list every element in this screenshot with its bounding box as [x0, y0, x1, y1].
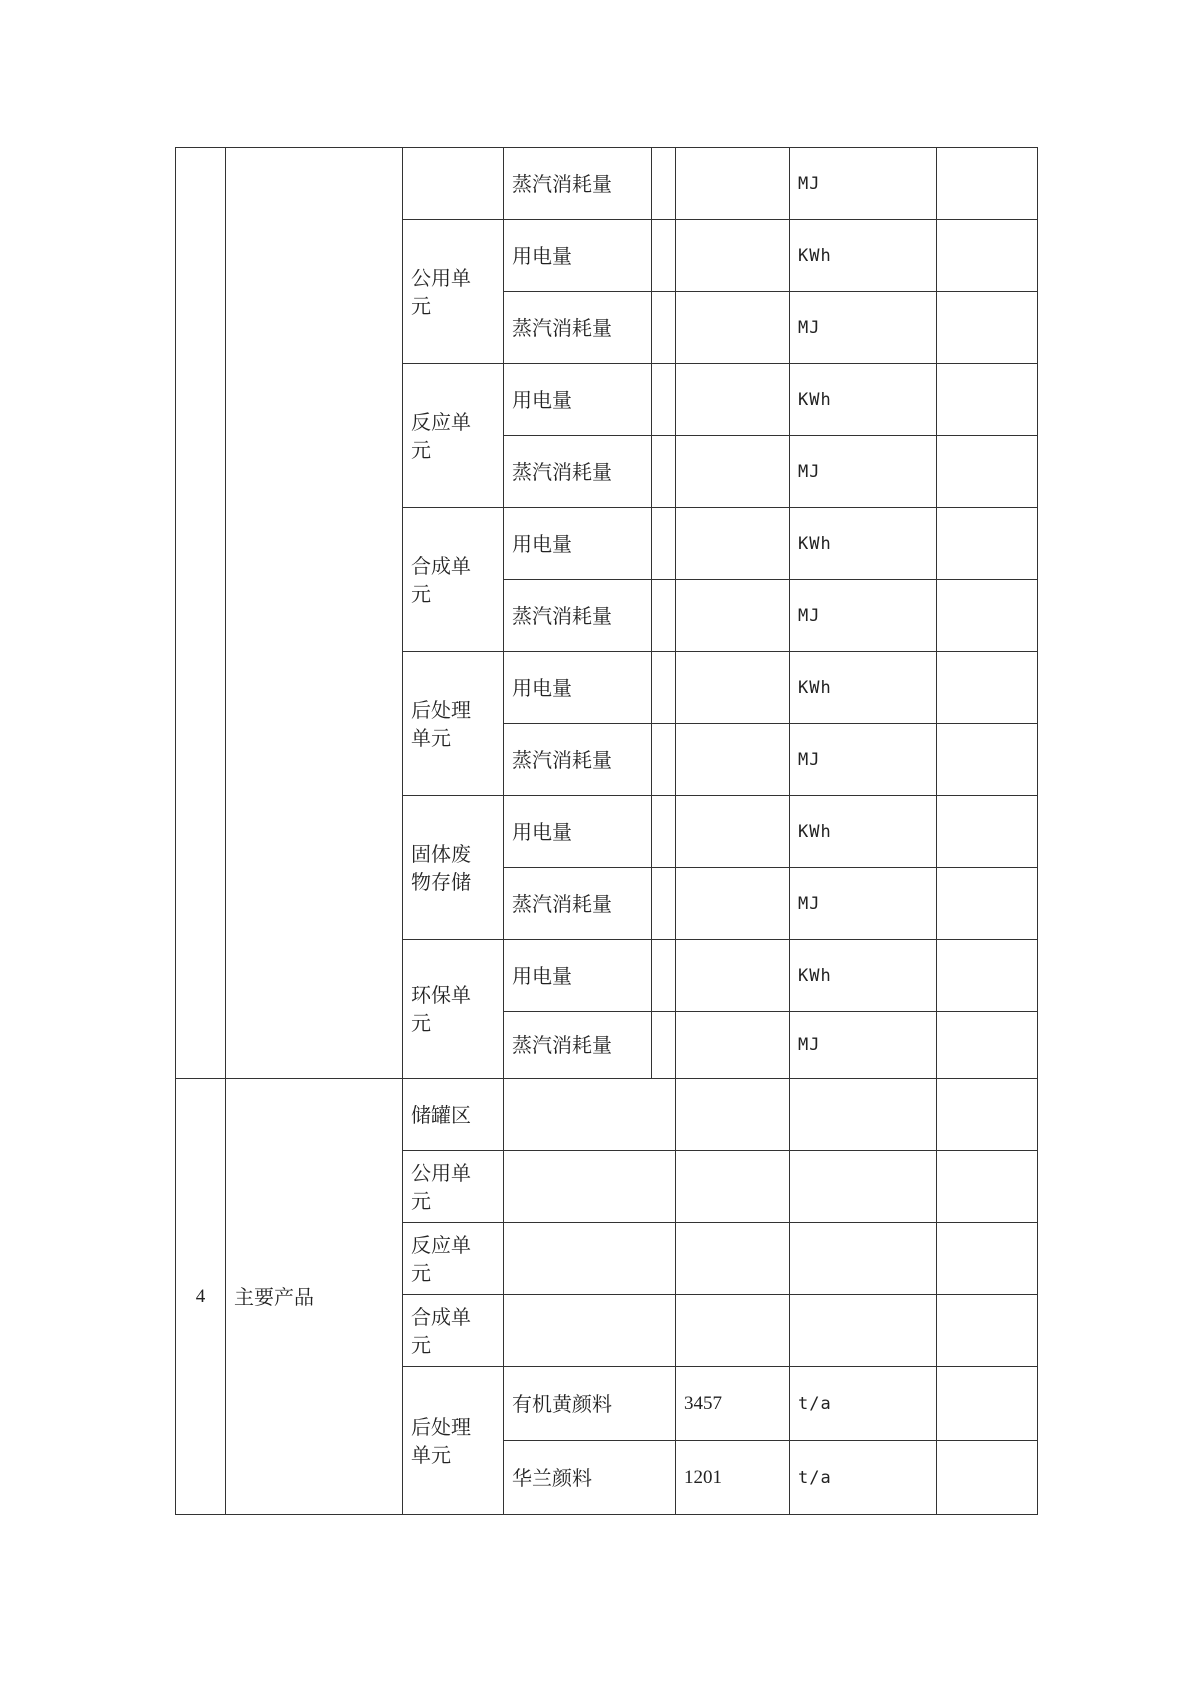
note-cell — [936, 723, 1038, 796]
measure-label: KWh — [798, 965, 832, 986]
item-cell — [503, 1078, 676, 1151]
measure-cell — [789, 291, 937, 364]
measure-label: MJ — [798, 461, 821, 482]
blank-cell — [651, 507, 676, 580]
quantity-cell — [675, 147, 790, 220]
item-label: 蒸汽消耗量 — [512, 747, 612, 772]
quantity-cell — [675, 795, 790, 868]
unit-cell — [402, 1150, 504, 1223]
product-name-cell — [503, 1366, 676, 1441]
quantity-value: 1201 — [684, 1466, 722, 1488]
unit-label: 环保单 元 — [411, 983, 471, 1035]
measure-cell — [789, 579, 937, 652]
note-cell — [936, 1011, 1038, 1079]
item-cell — [503, 147, 652, 220]
note-cell — [936, 507, 1038, 580]
section-number-cell — [175, 1078, 226, 1515]
measure-label: MJ — [798, 173, 821, 194]
quantity-cell — [675, 723, 790, 796]
note-cell — [936, 867, 1038, 940]
quantity-cell — [675, 507, 790, 580]
measure-label: MJ — [798, 749, 821, 770]
note-cell — [936, 219, 1038, 292]
item-cell — [503, 363, 652, 436]
item-cell — [503, 939, 652, 1012]
unit-cell — [402, 507, 504, 652]
note-cell — [936, 939, 1038, 1012]
blank-cell — [651, 579, 676, 652]
unit-label: 合成单 元 — [411, 553, 471, 606]
item-label: 用电量 — [512, 819, 572, 844]
quantity-cell — [675, 579, 790, 652]
section-name-cell — [225, 1078, 403, 1515]
measure-label: MJ — [798, 605, 821, 626]
measure-cell — [789, 723, 937, 796]
blank-cell — [651, 219, 676, 292]
item-cell — [503, 1294, 676, 1367]
measure-cell — [789, 363, 937, 436]
unit-cell — [402, 1294, 504, 1367]
blank-cell — [651, 723, 676, 796]
item-label: 蒸汽消耗量 — [512, 891, 612, 916]
unit-cell — [402, 795, 504, 940]
blank-cell — [651, 867, 676, 940]
measure-cell — [789, 651, 937, 724]
note-cell — [936, 291, 1038, 364]
quantity-cell — [675, 1011, 790, 1079]
item-cell — [503, 723, 652, 796]
unit-cell — [402, 939, 504, 1079]
unit-label: 公用单 元 — [411, 265, 471, 318]
unit-label: 储罐区 — [411, 1102, 471, 1127]
note-cell — [936, 1440, 1038, 1515]
unit-cell — [402, 1366, 504, 1515]
item-label: 蒸汽消耗量 — [512, 603, 612, 628]
unit-cell — [402, 651, 504, 796]
blank-cell — [651, 147, 676, 220]
blank-cell — [651, 1011, 676, 1079]
unit-cell — [402, 219, 504, 364]
unit-label: 反应单 元 — [411, 409, 471, 462]
measure-cell — [789, 1294, 937, 1367]
measure-label: KWh — [798, 821, 832, 842]
measure-label: MJ — [798, 893, 821, 914]
note-cell — [936, 651, 1038, 724]
measure-cell — [789, 1011, 937, 1079]
item-cell — [503, 219, 652, 292]
item-label: 蒸汽消耗量 — [512, 171, 612, 196]
blank-cell — [651, 435, 676, 508]
item-label: 用电量 — [512, 243, 572, 268]
note-cell — [936, 147, 1038, 220]
measure-cell — [789, 435, 937, 508]
note-cell — [936, 1150, 1038, 1223]
product-name-cell — [503, 1440, 676, 1515]
section-number: 4 — [195, 1285, 206, 1307]
item-label: 用电量 — [512, 963, 572, 988]
unit-cell — [402, 363, 504, 508]
unit-label: 固体废 物存储 — [411, 841, 471, 894]
measure-cell — [789, 1150, 937, 1223]
quantity-cell — [675, 1078, 790, 1151]
item-cell — [503, 1011, 652, 1079]
measure-label: MJ — [798, 1035, 821, 1055]
measure-cell — [789, 1366, 937, 1441]
item-cell — [503, 651, 652, 724]
item-cell — [503, 1150, 676, 1223]
unit-cell — [402, 1078, 504, 1151]
measure-label: t/a — [798, 1467, 832, 1488]
blank-cell — [651, 939, 676, 1012]
blank-cell — [651, 795, 676, 868]
section-name: 主要产品 — [234, 1284, 314, 1309]
category-cell — [225, 147, 403, 1079]
note-cell — [936, 363, 1038, 436]
quantity-cell — [675, 1366, 790, 1441]
item-label: 用电量 — [512, 531, 572, 556]
quantity-cell — [675, 1440, 790, 1515]
unit-label: 反应单 元 — [411, 1232, 471, 1285]
quantity-cell — [675, 651, 790, 724]
note-cell — [936, 1294, 1038, 1367]
measure-cell — [789, 867, 937, 940]
unit-label: 后处理 单元 — [411, 697, 471, 750]
measure-label: KWh — [798, 677, 832, 698]
measure-cell — [789, 1222, 937, 1295]
measure-cell — [789, 795, 937, 868]
item-cell — [503, 435, 652, 508]
measure-cell — [789, 147, 937, 220]
item-cell — [503, 795, 652, 868]
product-name: 华兰颜料 — [512, 1465, 592, 1490]
item-cell — [503, 579, 652, 652]
item-cell — [503, 867, 652, 940]
unit-label: 合成单 元 — [411, 1304, 471, 1357]
measure-label: KWh — [798, 245, 832, 266]
measure-cell — [789, 939, 937, 1012]
note-cell — [936, 435, 1038, 508]
measure-label: KWh — [798, 389, 832, 410]
measure-cell — [789, 507, 937, 580]
row-number-cell — [175, 147, 226, 1079]
item-label: 蒸汽消耗量 — [512, 459, 612, 484]
note-cell — [936, 1366, 1038, 1441]
quantity-cell — [675, 219, 790, 292]
item-label: 用电量 — [512, 387, 572, 412]
measure-cell — [789, 219, 937, 292]
unit-label: 后处理 单元 — [411, 1414, 471, 1467]
note-cell — [936, 579, 1038, 652]
quantity-value: 3457 — [684, 1392, 722, 1414]
quantity-cell — [675, 363, 790, 436]
quantity-cell — [675, 1150, 790, 1223]
item-cell — [503, 291, 652, 364]
note-cell — [936, 795, 1038, 868]
unit-cell — [402, 147, 504, 220]
item-label: 蒸汽消耗量 — [512, 1033, 612, 1057]
blank-cell — [651, 651, 676, 724]
quantity-cell — [675, 1294, 790, 1367]
quantity-cell — [675, 867, 790, 940]
measure-cell — [789, 1078, 937, 1151]
measure-label: KWh — [798, 533, 832, 554]
item-cell — [503, 1222, 676, 1295]
item-label: 蒸汽消耗量 — [512, 315, 612, 340]
quantity-cell — [675, 291, 790, 364]
blank-cell — [651, 363, 676, 436]
note-cell — [936, 1078, 1038, 1151]
measure-cell — [789, 1440, 937, 1515]
quantity-cell — [675, 1222, 790, 1295]
quantity-cell — [675, 435, 790, 508]
item-label: 用电量 — [512, 675, 572, 700]
item-cell — [503, 507, 652, 580]
blank-cell — [651, 291, 676, 364]
measure-label: t/a — [798, 1393, 832, 1414]
unit-label: 公用单 元 — [411, 1160, 471, 1213]
unit-cell — [402, 1222, 504, 1295]
product-name: 有机黄颜料 — [512, 1391, 612, 1416]
quantity-cell — [675, 939, 790, 1012]
measure-label: MJ — [798, 317, 821, 338]
note-cell — [936, 1222, 1038, 1295]
